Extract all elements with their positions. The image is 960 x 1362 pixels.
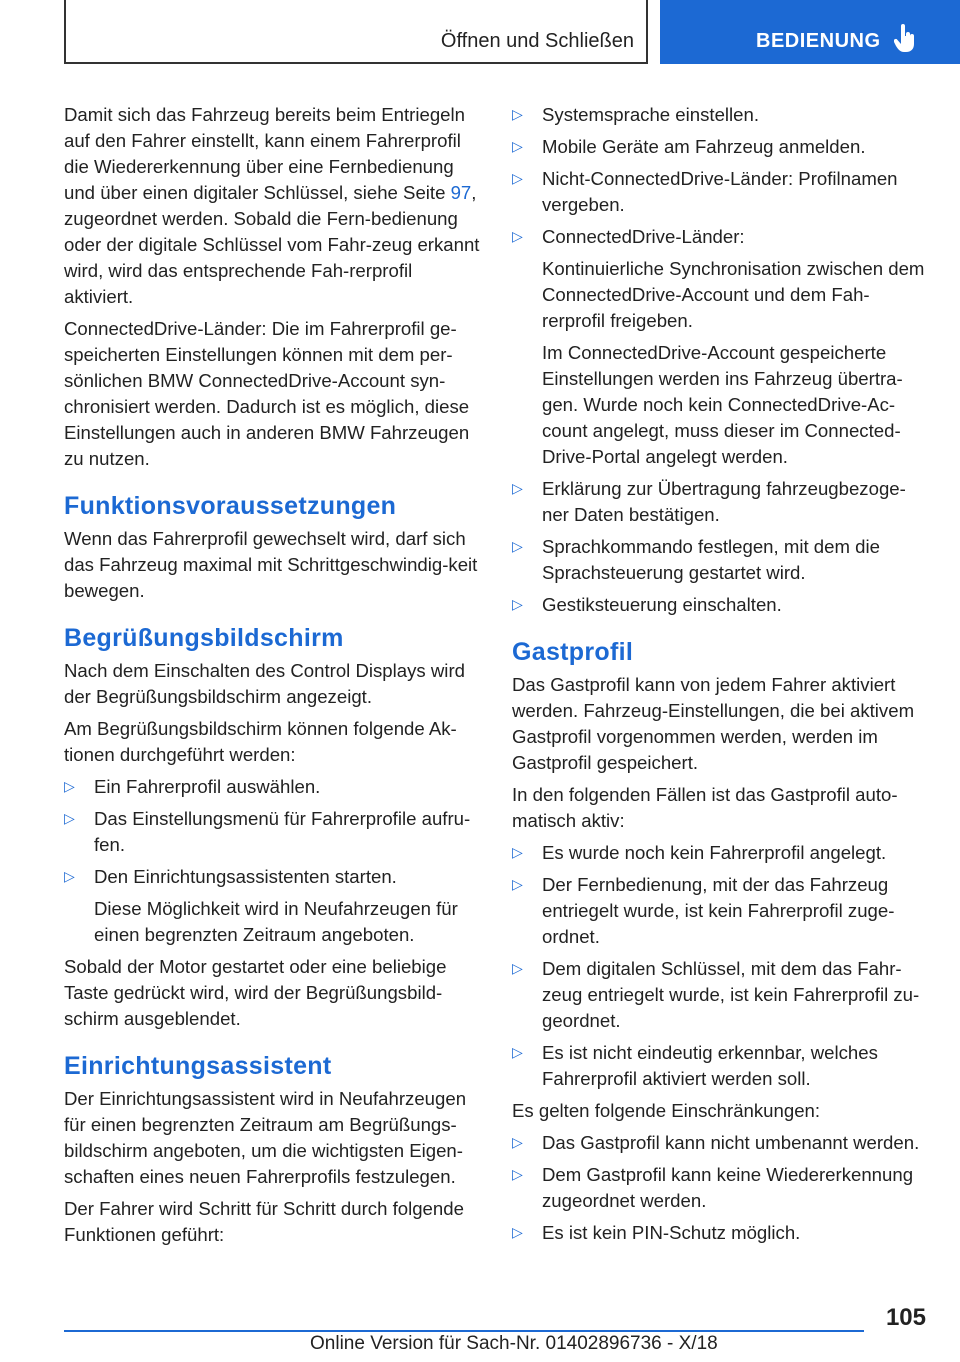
list-item: ▷ Der Fernbedienung, mit der das Fahrzeug entriegelt wurde, ist kein Fahrerprofil zuge-ordnet. — [512, 872, 930, 950]
list-einschraenkungen — [512, 1130, 930, 1246]
list-item-note: Kontinuierliche Synchronisation zwischen dem ConnectedDrive-Account und dem Fah-rerprofil freigeben. — [542, 258, 925, 331]
page-link-97[interactable]: 97 — [450, 182, 472, 203]
page-number: 105 — [885, 1304, 926, 1331]
list-item: ▷ Dem Gastprofil kann keine Wiedererkennung zugeordnet werden. — [512, 1162, 930, 1214]
list-item: ▷ Es wurde noch kein Fahrerprofil angelegt. — [512, 840, 930, 866]
list-item: ▷ Es ist kein PIN-Schutz möglich. — [512, 1220, 930, 1246]
list-gast-aktiv — [512, 840, 930, 1092]
list-item: ▷ Sprachkommando festlegen, mit dem die Sprachsteuerung gestartet wird. — [512, 534, 930, 586]
list-item-text: Den Einrichtungsassistenten starten. — [94, 866, 397, 887]
footer-divider — [64, 1330, 864, 1332]
paragraph-begruessung-1: Nach dem Einschalten des Control Displays wird der Begrüßungsbildschirm angezeigt. — [64, 660, 465, 707]
list-item: ▷ Ein Fahrerprofil auswählen. — [64, 774, 482, 800]
list-item — [64, 864, 482, 948]
heading-gastprofil: Gastprofil — [512, 638, 634, 666]
paragraph-gast-2: In den folgenden Fällen ist das Gastprofil auto-matisch aktiv: — [512, 784, 898, 831]
list-item-note: Diese Möglichkeit wird in Neufahrzeugen für einen begrenzten Zeitraum angeboten. — [94, 898, 458, 945]
paragraph-einschraenkungen: Es gelten folgende Einschränkungen: — [512, 1100, 821, 1121]
list-item — [512, 224, 930, 470]
list-funktionen — [512, 102, 930, 618]
paragraph-einrichtung-2: Der Fahrer wird Schritt für Schritt durch folgende Funktionen geführt: — [64, 1198, 464, 1245]
paragraph-connecteddrive: ConnectedDrive-Länder: Die im Fahrerprofil ge-speicherten Einstellungen können mit dem per-sönlichen BMW ConnectedDrive-Account syn-chronisiert werden. Dadurch ist es möglich, diese Einstellungen auch in anderen BMW Fahrzeugen zu nutzen. — [64, 318, 470, 469]
list-item: ▷ Mobile Geräte am Fahrzeug anmelden. — [512, 134, 930, 160]
paragraph-ausgeblendet: Sobald der Motor gestartet oder eine beliebige Taste gedrückt wird, wird der Begrüßungsbild-schirm ausgeblendet. — [64, 956, 447, 1029]
footer-online-version: Online Version für Sach-Nr. 01402896736 - X/18 — [310, 1333, 718, 1354]
paragraph-funktion: Wenn das Fahrerprofil gewechselt wird, darf sich das Fahrzeug maximal mit Schrittgeschwindig-keit bewegen. — [64, 528, 478, 601]
list-item: ▷ Dem digitalen Schlüssel, mit dem das Fahr-zeug entriegelt wurde, ist kein Fahrerprofil zu-geordnet. — [512, 956, 930, 1034]
paragraph-begruessung-2: Am Begrüßungsbildschirm können folgende Ak-tionen durchgeführt werden: — [64, 718, 457, 765]
list-item: ▷ Das Einstellungsmenü für Fahrerprofile aufru-fen. — [64, 806, 482, 858]
list-aktionen — [64, 774, 482, 948]
right-column — [512, 102, 930, 1252]
paragraph-entriegeln — [64, 102, 482, 310]
list-item: ▷ Es ist nicht eindeutig erkennbar, welches Fahrerprofil aktiviert werden soll. — [512, 1040, 930, 1092]
list-item-text: ConnectedDrive-Länder: — [542, 226, 745, 247]
list-item-note: Im ConnectedDrive-Account gespeicherte Einstellungen werden ins Fahrzeug übertra-gen. Wurde noch kein ConnectedDrive-Ac-count angelegt, muss dieser im Connected-Drive-Portal angelegt werden. — [542, 342, 903, 467]
list-item: ▷ Systemsprache einstellen. — [512, 102, 930, 128]
paragraph-text: , zugeordnet werden. Sobald die Fern-bedienung oder der digitale Schlüssel vom Fahr-zeug erkannt wird, wird das entsprechende Fah-rerprofil aktiviert. — [64, 182, 480, 307]
header-section-title: Öffnen und Schließen — [440, 30, 634, 52]
paragraph-einrichtung-1: Der Einrichtungsassistent wird in Neufahrzeugen für einen begrenzten Zeitraum am Begrüßungs-bildschirm angeboten, um die wichtigsten Eigen-schaften eines neuen Fahrerprofils festzulegen. — [64, 1088, 467, 1187]
heading-einrichtungsassistent: Einrichtungsassistent — [64, 1052, 332, 1080]
header-section-box — [64, 0, 648, 64]
header-chapter-title: BEDIENUNG — [756, 30, 881, 52]
list-item: ▷ Erklärung zur Übertragung fahrzeugbezoge-ner Daten bestätigen. — [512, 476, 930, 528]
left-column — [64, 102, 482, 1254]
heading-begruessungsbildschirm: Begrüßungsbildschirm — [64, 624, 344, 652]
list-item: ▷ Das Gastprofil kann nicht umbenannt werden. — [512, 1130, 930, 1156]
header-chapter-box — [660, 0, 960, 64]
hand-pointer-icon — [894, 24, 916, 54]
paragraph-text: Damit sich das Fahrzeug bereits beim Entriegeln auf den Fahrer einstellt, kann einem Fahrerprofil die Wiedererkennung über eine Fernbedienung und über einen digitaler Schlüssel, siehe Seite — [64, 104, 465, 203]
list-item: ▷ Nicht-ConnectedDrive-Länder: Profilnamen vergeben. — [512, 166, 930, 218]
heading-funktionsvoraussetzungen: Funktionsvoraussetzungen — [64, 492, 397, 520]
paragraph-gast-1: Das Gastprofil kann von jedem Fahrer aktiviert werden. Fahrzeug-Einstellungen, die bei aktivem Gastprofil vorgenommen werden, werden im Gastprofil gespeichert. — [512, 674, 915, 773]
list-item: ▷ Gestiksteuerung einschalten. — [512, 592, 930, 618]
